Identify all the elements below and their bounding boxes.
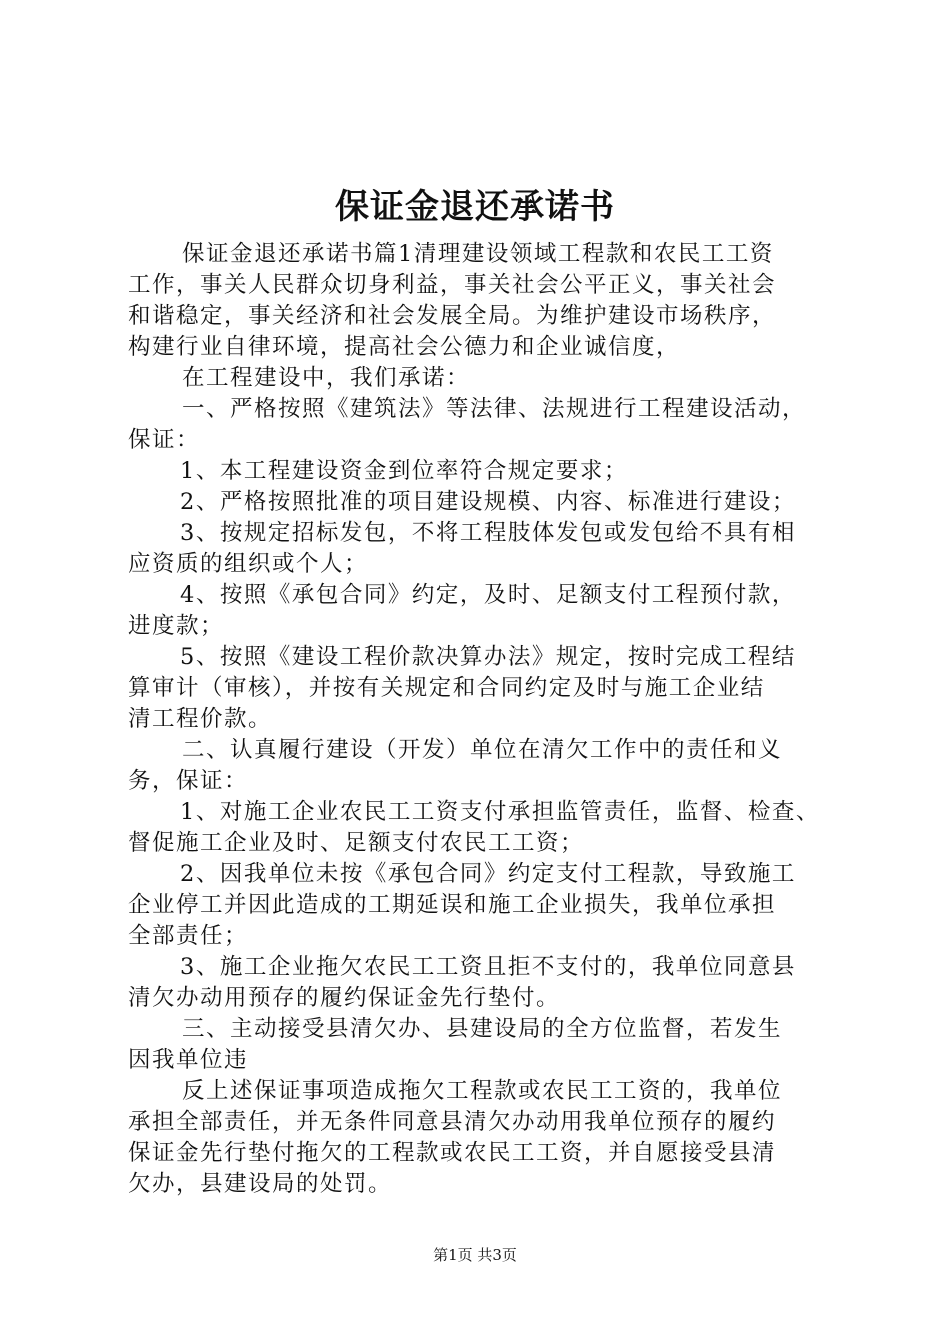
body-line: 全部责任；	[128, 923, 249, 949]
body-line: 欠办，县建设局的处罚。	[128, 1171, 393, 1197]
body-line: 反上述保证事项造成拖欠工程款或农民工工资的，我单位	[182, 1078, 783, 1104]
body-line: 在工程建设中，我们承诺：	[182, 365, 471, 391]
body-line: 承担全部责任，并无条件同意县清欠办动用我单位预存的履约	[128, 1109, 777, 1135]
body-line: 企业停工并因此造成的工期延误和施工企业损失，我单位承担	[128, 892, 777, 918]
body-line: 因我单位违	[128, 1047, 249, 1073]
body-line: 构建行业自律环境，提高社会公德力和企业诚信度，	[128, 334, 681, 360]
body-line: 一、严格按照《建筑法》等法律、法规进行工程建设活动，	[182, 396, 807, 422]
body-line: 2、因我单位未按《承包合同》约定支付工程款，导致施工	[180, 861, 796, 887]
body-line: 督促施工企业及时、足额支付农民工工资；	[128, 830, 585, 856]
body-line: 二、认真履行建设（开发）单位在清欠工作中的责任和义	[182, 737, 783, 763]
body-line: 2、严格按照批准的项目建设规模、内容、标准进行建设；	[180, 489, 796, 515]
body-line: 3、按规定招标发包，不将工程肢体发包或发包给不具有相	[180, 520, 796, 546]
body-line: 保证金退还承诺书篇1清理建设领域工程款和农民工工资	[182, 241, 774, 267]
body-line: 进度款；	[128, 613, 225, 639]
page-footer: 第1页 共3页	[433, 1246, 517, 1264]
body-line: 1、对施工企业农民工工资支付承担监管责任，监督、检查、	[180, 799, 820, 825]
body-line: 3、施工企业拖欠农民工工资且拒不支付的，我单位同意县	[180, 954, 796, 980]
body-line: 1、本工程建设资金到位率符合规定要求；	[180, 458, 628, 484]
body-line: 清工程价款。	[128, 706, 273, 732]
body-line: 保证金先行垫付拖欠的工程款或农民工工资，并自愿接受县清	[128, 1140, 777, 1166]
body-line: 5、按照《建设工程价款决算办法》规定，按时完成工程结	[180, 644, 796, 670]
body-line: 保证：	[128, 427, 201, 453]
body-line: 清欠办动用预存的履约保证金先行垫付。	[128, 985, 561, 1011]
body-line: 和谐稳定，事关经济和社会发展全局。为维护建设市场秩序，	[128, 303, 777, 329]
body-line: 三、主动接受县清欠办、县建设局的全方位监督，若发生	[182, 1016, 783, 1042]
document-title: 保证金退还承诺书	[335, 187, 615, 227]
body-line: 工作，事关人民群众切身利益，事关社会公平正义，事关社会	[128, 272, 777, 298]
body-line: 算审计（审核），并按有关规定和合同约定及时与施工企业结	[128, 675, 765, 701]
body-line: 务，保证：	[128, 768, 249, 794]
body-line: 应资质的组织或个人；	[128, 551, 369, 577]
body-line: 4、按照《承包合同》约定，及时、足额支付工程预付款，	[180, 582, 796, 608]
